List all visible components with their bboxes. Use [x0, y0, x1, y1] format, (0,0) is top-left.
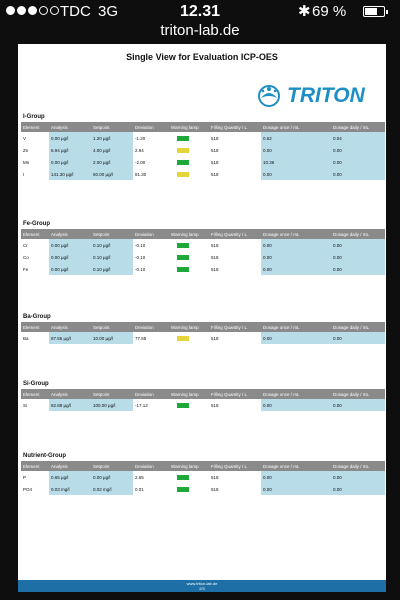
cell-analysis: 6.94 µg/l — [49, 144, 91, 156]
table-header-row — [21, 389, 385, 399]
cell-dose-daily: 0.00 — [331, 263, 385, 275]
warning-lamp-icon — [177, 160, 189, 165]
cell-dose-once: 0.00 — [261, 144, 331, 156]
cell-dose-once: 0.62 — [261, 132, 331, 144]
cell-setpoint: 0.10 µg/l — [91, 239, 133, 251]
cell-deviation: 81.30 — [135, 171, 147, 177]
column-header: Dosage once / mL — [261, 322, 331, 332]
group-title: Nutrient-Group — [23, 453, 66, 459]
column-header: Setpoint — [91, 229, 133, 239]
cell-filling: 518 — [211, 171, 219, 177]
column-header: Filling Quantity / L — [209, 461, 261, 471]
column-header: Dosage once / mL — [261, 122, 331, 132]
document-page — [18, 44, 386, 592]
cell-setpoint: 60.00 µg/l — [91, 168, 133, 180]
table-row — [21, 332, 385, 344]
cell-analysis: 141.30 µg/l — [49, 168, 91, 180]
column-header: Analysis — [49, 461, 91, 471]
document-title: Single View for Evaluation ICP-OES — [126, 52, 278, 62]
column-header: Dosage once / mL — [261, 461, 331, 471]
battery-percent: 69 % — [312, 3, 347, 20]
cell-setpoint: 2.00 µg/l — [91, 156, 133, 168]
column-header: Dosage daily / mL — [331, 322, 385, 332]
cell-setpoint: 1.20 µg/l — [91, 132, 133, 144]
cell-filling: 518 — [211, 402, 219, 408]
warning-lamp-cell — [169, 144, 209, 156]
battery-fill — [365, 8, 377, 15]
cell-analysis: 87.55 µg/l — [49, 332, 91, 344]
column-header: Element — [21, 461, 49, 471]
column-header: Deviation — [133, 122, 169, 132]
cell-analysis: 0.00 µg/l — [49, 239, 91, 251]
group-table — [21, 229, 385, 275]
table-row — [21, 156, 385, 168]
logo-splash-icon — [253, 80, 287, 110]
cell-filling: 518 — [211, 474, 219, 480]
cell-deviation: -17.12 — [135, 402, 148, 408]
cell-dose-daily: 0.00 — [331, 471, 385, 483]
table-row — [21, 168, 385, 180]
column-header: Deviation — [133, 461, 169, 471]
warning-lamp-icon — [177, 403, 189, 408]
column-header: Element — [21, 322, 49, 332]
cell-analysis: 0.00 µg/l — [49, 156, 91, 168]
column-header: Warning lamp — [169, 322, 209, 332]
group-table — [21, 461, 385, 495]
cell-setpoint: 10.00 µg/l — [91, 332, 133, 344]
warning-lamp-cell — [169, 239, 209, 251]
warning-lamp-icon — [177, 136, 189, 141]
cell-deviation: -2.00 — [135, 159, 146, 165]
warning-lamp-icon — [177, 172, 189, 177]
cell-dose-daily: 0.00 — [331, 483, 385, 495]
column-header: Analysis — [49, 322, 91, 332]
cell-filling: 518 — [211, 254, 219, 260]
cell-deviation: 2.94 — [135, 147, 144, 153]
cell-analysis: 0.65 µg/l — [49, 471, 91, 483]
column-header: Dosage once / mL — [261, 229, 331, 239]
carrier-name: TDC — [60, 3, 91, 20]
column-header: Dosage daily / mL — [331, 389, 385, 399]
table-header-row — [21, 229, 385, 239]
cell-element: V — [23, 135, 27, 141]
warning-lamp-cell — [169, 156, 209, 168]
column-header: Dosage daily / mL — [331, 461, 385, 471]
clock: 12.31 — [179, 3, 221, 20]
column-header: Dosage daily / mL — [331, 229, 385, 239]
table-header-row — [21, 461, 385, 471]
cell-deviation: -1.20 — [135, 135, 146, 141]
cell-dose-once: 0.00 — [261, 471, 331, 483]
cell-element: Ba — [23, 335, 29, 341]
cell-analysis: 0.00 µg/l — [49, 251, 91, 263]
column-header: Analysis — [49, 389, 91, 399]
column-header: Analysis — [49, 122, 91, 132]
column-header: Setpoint — [91, 322, 133, 332]
cell-dose-daily: 0.00 — [331, 168, 385, 180]
cell-filling: 518 — [211, 159, 219, 165]
cell-setpoint: 0.10 µg/l — [91, 263, 133, 275]
cell-element: Co — [23, 254, 29, 260]
cell-element: Mn — [23, 159, 30, 165]
column-header: Warning lamp — [169, 389, 209, 399]
column-header: Setpoint — [91, 389, 133, 399]
warning-lamp-icon — [177, 487, 189, 492]
cell-dose-daily: 0.00 — [331, 239, 385, 251]
battery-icon — [363, 6, 385, 17]
column-header: Deviation — [133, 322, 169, 332]
column-header: Setpoint — [91, 461, 133, 471]
logo-text: TRITON — [287, 84, 365, 107]
cell-dose-daily: 0.04 — [331, 132, 385, 144]
warning-lamp-cell — [169, 471, 209, 483]
column-header: Warning lamp — [169, 461, 209, 471]
column-header: Deviation — [133, 229, 169, 239]
table-row — [21, 239, 385, 251]
cell-setpoint: 4.00 µg/l — [91, 144, 133, 156]
table-row — [21, 251, 385, 263]
cell-deviation: 0.01 — [135, 486, 144, 492]
cell-dose-once: 0.00 — [261, 263, 331, 275]
cell-element: PO4 — [23, 486, 33, 492]
cell-element: P — [23, 474, 27, 480]
cell-filling: 518 — [211, 486, 219, 492]
table-row — [21, 471, 385, 483]
group-title: I-Group — [23, 114, 45, 120]
cell-element: Fe — [23, 266, 29, 272]
cell-dose-once: 0.00 — [261, 168, 331, 180]
group-title: Fe-Group — [23, 221, 50, 227]
cell-analysis: 0.00 µg/l — [49, 263, 91, 275]
bluetooth-icon: ✱ — [298, 3, 311, 20]
column-header: Element — [21, 122, 49, 132]
footer-url[interactable]: www.triton-lab.de — [186, 581, 218, 586]
cell-dose-daily: 0.00 — [331, 144, 385, 156]
column-header: Filling Quantity / L — [209, 322, 261, 332]
cell-analysis: 0.00 µg/l — [49, 132, 91, 144]
group-title: Si-Group — [23, 381, 49, 387]
cell-dose-daily: 0.00 — [331, 332, 385, 344]
cell-dose-once: 0.00 — [261, 399, 331, 411]
column-header: Analysis — [49, 229, 91, 239]
cell-dose-daily: 0.00 — [331, 399, 385, 411]
cell-setpoint: 100.00 µg/l — [91, 399, 133, 411]
cell-element: Zn — [23, 147, 29, 153]
cell-dose-daily: 0.00 — [331, 156, 385, 168]
address-bar[interactable]: triton-lab.de — [160, 22, 240, 39]
column-header: Deviation — [133, 389, 169, 399]
footer-page-number: 2/3 — [199, 586, 205, 591]
cell-dose-once: 0.00 — [261, 251, 331, 263]
cell-analysis: 82.88 µg/l — [49, 399, 91, 411]
warning-lamp-cell — [169, 132, 209, 144]
cell-setpoint: 0.02 mg/l — [91, 483, 133, 495]
cell-deviation: -0.10 — [135, 242, 146, 248]
column-header: Warning lamp — [169, 229, 209, 239]
cell-deviation: 2.65 — [135, 474, 144, 480]
warning-lamp-icon — [177, 336, 189, 341]
cell-element: Si — [23, 402, 28, 408]
column-header: Filling Quantity / L — [209, 389, 261, 399]
cell-element: Cr — [23, 242, 28, 248]
group-table — [21, 389, 385, 411]
cell-deviation: -0.10 — [135, 254, 146, 260]
cell-deviation: -0.10 — [135, 266, 146, 272]
page-footer — [18, 580, 386, 592]
table-row — [21, 399, 385, 411]
warning-lamp-cell — [169, 168, 209, 180]
column-header: Filling Quantity / L — [209, 229, 261, 239]
column-header: Filling Quantity / L — [209, 122, 261, 132]
column-header: Warning lamp — [169, 122, 209, 132]
table-row — [21, 132, 385, 144]
table-header-row — [21, 322, 385, 332]
table-row — [21, 263, 385, 275]
triton-logo — [253, 80, 373, 110]
column-header: Dosage daily / mL — [331, 122, 385, 132]
warning-lamp-icon — [177, 475, 189, 480]
warning-lamp-cell — [169, 483, 209, 495]
cell-dose-once: 10.36 — [261, 156, 331, 168]
warning-lamp-icon — [177, 255, 189, 260]
column-header: Dosage once / mL — [261, 389, 331, 399]
cell-filling: 518 — [211, 242, 219, 248]
group-table — [21, 122, 385, 180]
warning-lamp-cell — [169, 263, 209, 275]
cell-deviation: 77.55 — [135, 335, 147, 341]
cell-analysis: 0.03 mg/l — [49, 483, 91, 495]
warning-lamp-cell — [169, 251, 209, 263]
cell-filling: 518 — [211, 335, 219, 341]
column-header: Element — [21, 389, 49, 399]
warning-lamp-icon — [177, 267, 189, 272]
cell-dose-once: 0.00 — [261, 332, 331, 344]
cell-setpoint: 0.10 µg/l — [91, 251, 133, 263]
warning-lamp-cell — [169, 332, 209, 344]
group-table — [21, 322, 385, 344]
table-row — [21, 144, 385, 156]
network-type: 3G — [98, 3, 119, 20]
cell-filling: 518 — [211, 147, 219, 153]
column-header: Element — [21, 229, 49, 239]
cell-filling: 518 — [211, 135, 219, 141]
cell-dose-once: 0.00 — [261, 239, 331, 251]
cell-dose-daily: 0.00 — [331, 251, 385, 263]
warning-lamp-cell — [169, 399, 209, 411]
cell-filling: 518 — [211, 266, 219, 272]
cell-element: I — [23, 171, 25, 177]
cell-dose-once: 0.00 — [261, 483, 331, 495]
cell-setpoint: 0.00 µg/l — [91, 471, 133, 483]
table-row — [21, 483, 385, 495]
warning-lamp-icon — [177, 243, 189, 248]
column-header: Setpoint — [91, 122, 133, 132]
group-title: Ba-Group — [23, 314, 51, 320]
status-bar — [0, 0, 400, 22]
table-header-row — [21, 122, 385, 132]
warning-lamp-icon — [177, 148, 189, 153]
